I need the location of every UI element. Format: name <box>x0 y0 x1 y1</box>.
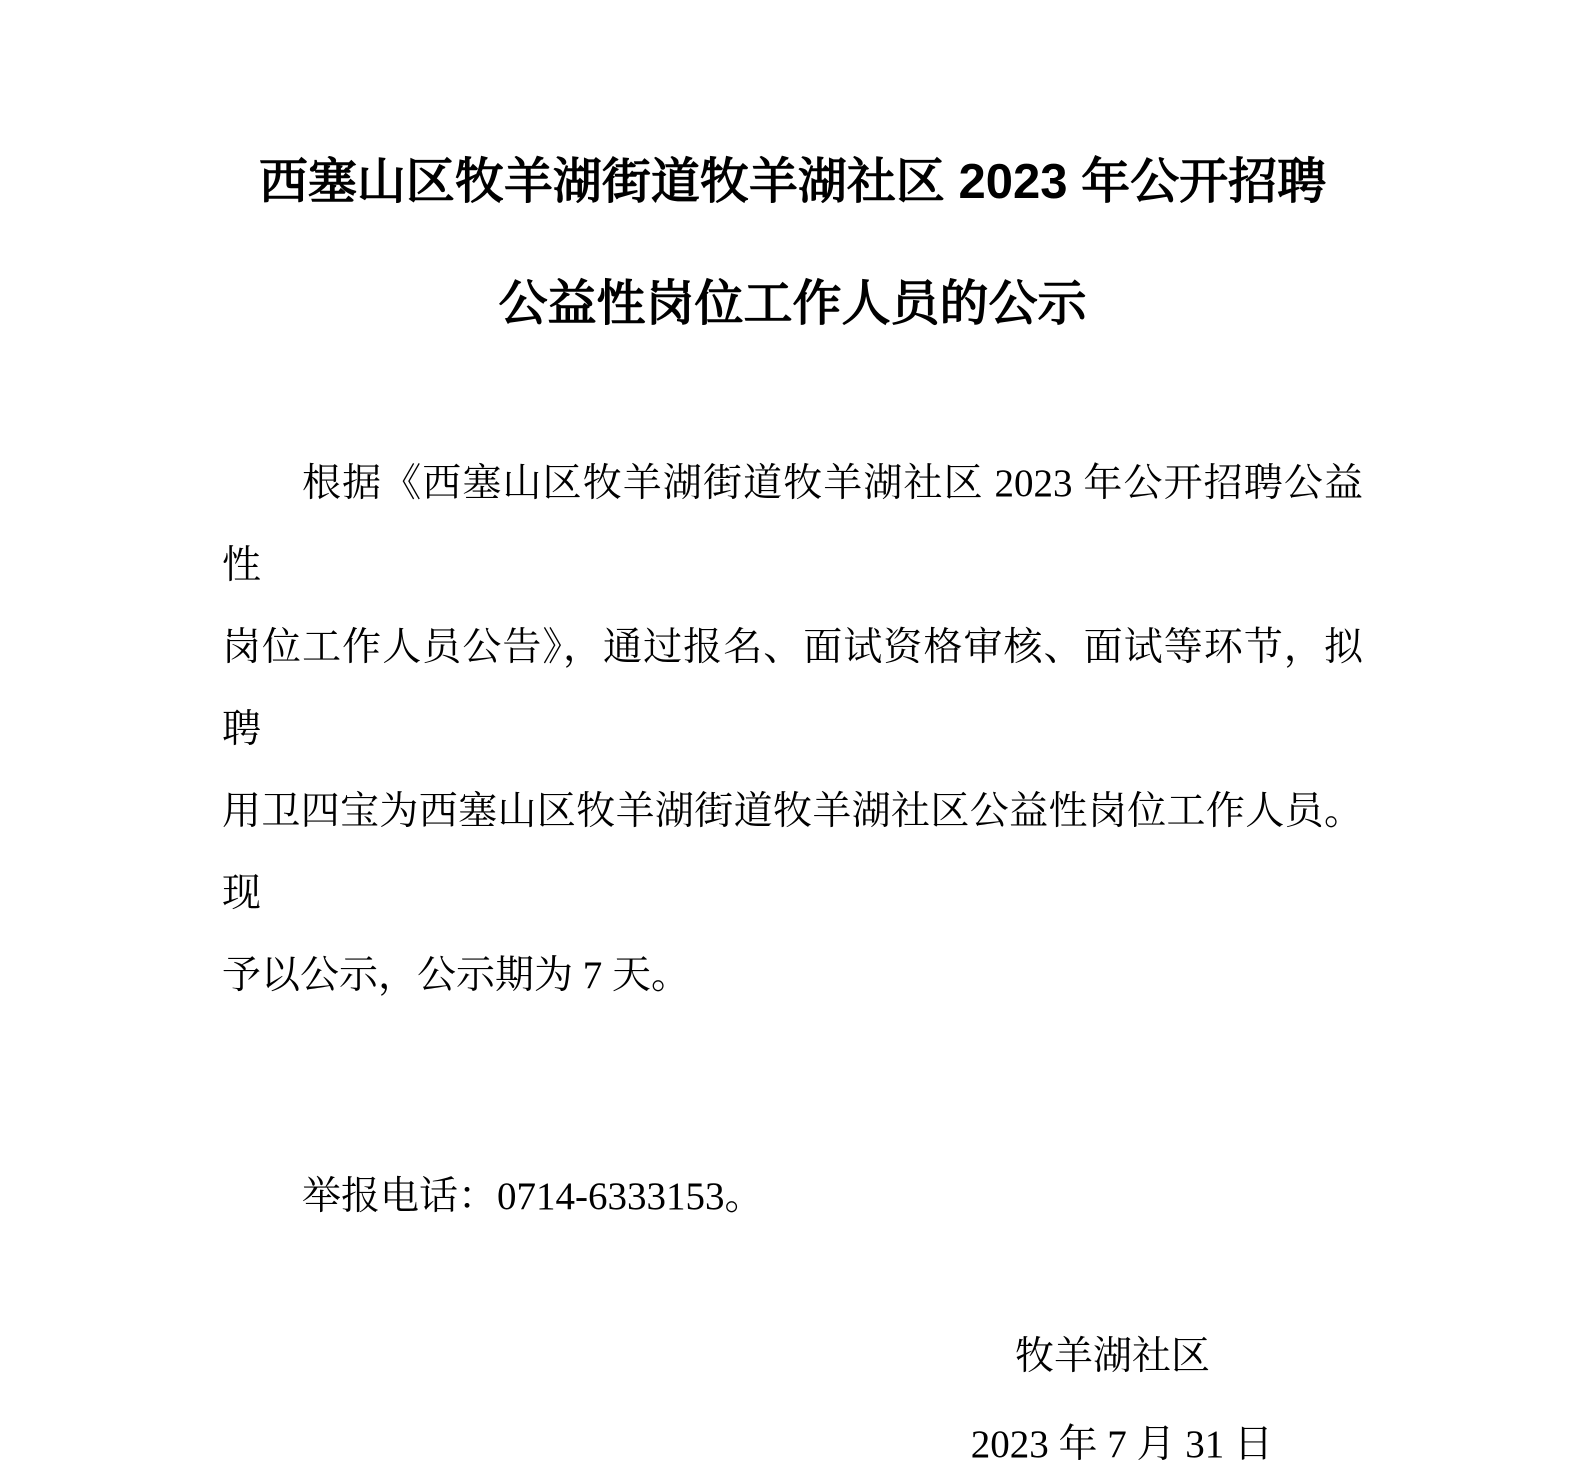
document-body <box>222 443 1363 1017</box>
signature-date: 2023 年 7 月 31 日 <box>970 1423 1273 1466</box>
signature-block <box>222 1327 1363 1475</box>
signature-organization: 牧羊湖社区 <box>1014 1335 1210 1378</box>
document-title <box>222 148 1363 338</box>
paragraph-line-1: 根据《西塞山区牧羊湖街道牧羊湖社区 2023 年公开招聘公益性 <box>222 462 1363 587</box>
title-line-1: 西塞山区牧羊湖街道牧羊湖社区 2023 年公开招聘 <box>258 155 1327 209</box>
paragraph-line-2: 岗位工作人员公告》，通过报名、面试资格审核、面试等环节，拟聘 <box>222 626 1363 751</box>
title-line-2: 公益性岗位工作人员的公示 <box>498 277 1087 331</box>
paragraph-line-4: 予以公示，公示期为 7 天。 <box>222 954 691 997</box>
paragraph-line-3: 用卫四宝为西塞山区牧羊湖街道牧羊湖社区公益性岗位工作人员。现 <box>222 790 1363 915</box>
report-phone-line: 举报电话：0714-6333153。 <box>302 1175 764 1218</box>
